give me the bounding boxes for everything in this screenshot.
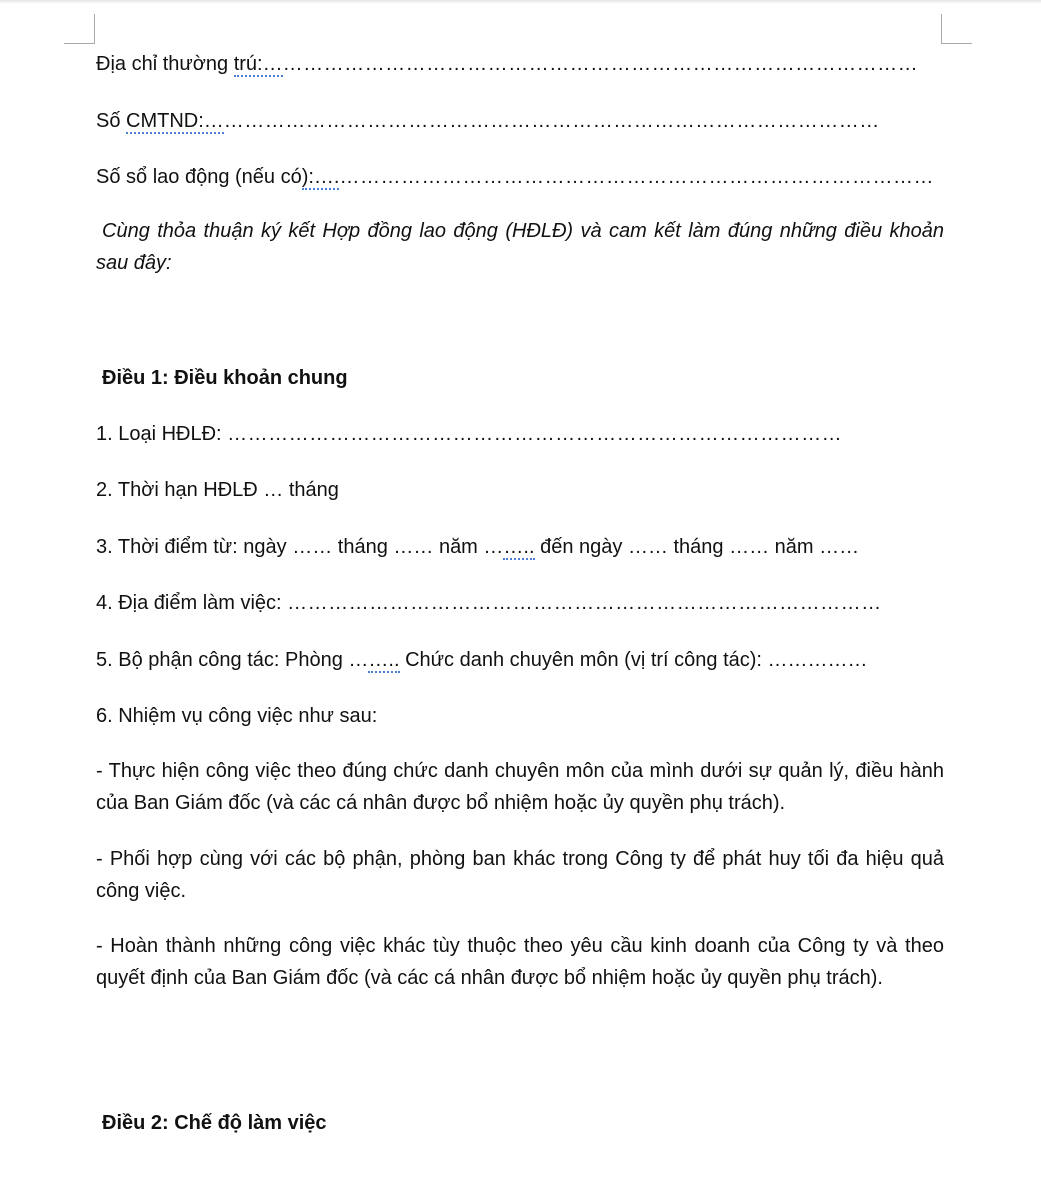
item-4-dots: …………………………………………………………………………… [287,592,882,614]
task-1-paragraph: - Thực hiện công việc theo đúng chức danh chuyên môn của mình dưới sự quản lý, điều hành của Ban Giám đốc (và các cá nhân được bổ nhiệm hoặc ủy quyền phụ trách). [96,760,944,814]
address-spell-mark: trú:… [233,53,283,75]
item-3-spell-mark: ….. [503,536,535,558]
item-6-line: 6. Nhiệm vụ công việc như sau: [96,705,378,727]
page-top-shadow [0,0,1041,4]
item-3-line [96,535,859,559]
labor-book-line [96,165,934,189]
crop-mark-left-horizontal [64,43,95,44]
crop-mark-right-horizontal [941,43,972,44]
labor-book-spell-mark: ):…. [301,166,340,188]
id-card-line [96,109,880,133]
item-4-label: 4. Địa điểm làm việc: [96,592,288,614]
address-line [96,52,918,76]
item-5-spell-mark: ….. [368,649,400,671]
item-4-line [96,591,882,615]
task-2-paragraph: - Phối hợp cùng với các bộ phận, phòng ban khác trong Công ty để phát huy tối đa hiệu quả công việc. [96,848,944,902]
crop-mark-right-vertical [941,14,942,44]
item-5-line [96,648,868,672]
intro-paragraph: Cùng thỏa thuận ký kết Hợp đồng lao động (HĐLĐ) và cam kết làm đúng những điều khoản sau đây: [96,220,944,274]
item-5-part1: 5. Bộ phận công tác: Phòng … [96,649,369,671]
id-card-dots: …………………………………………………………………………………… [223,110,880,132]
labor-book-dots: …………………………………………………………………………… [339,166,934,188]
item-2-line: 2. Thời hạn HĐLĐ … tháng [96,479,339,501]
crop-mark-left-vertical [94,14,95,44]
task-3-paragraph: - Hoàn thành những công việc khác tùy thuộc theo yêu cầu kinh doanh của Công ty và theo quyết định của Ban Giám đốc (và các cá nhân được bổ nhiệm hoặc ủy quyền phụ trách). [96,935,944,989]
address-dots: ………………………………………………………………………………… [282,53,919,75]
item-1-dots: ……………………………………………………………………………… [227,423,843,445]
labor-book-label: Số sổ lao động (nếu có [96,166,302,188]
item-1-line [96,422,842,446]
item-3-part1: 3. Thời điểm từ: ngày …… tháng …… năm … [96,536,504,558]
item-1-label: 1. Loại HĐLĐ: [96,423,228,445]
article-1-heading: Điều 1: Điều khoản chung [102,367,348,389]
article-2-heading: Điều 2: Chế độ làm việc [102,1112,327,1134]
item-3-part2: đến ngày …… tháng …… năm …… [534,536,860,558]
id-card-prefix: Số [96,110,127,132]
item-5-part2: Chức danh chuyên môn (vị trí công tác): …………… [399,649,868,671]
address-label: Địa chỉ thường [96,53,234,75]
id-card-spell-mark: CMTND:… [126,110,224,132]
